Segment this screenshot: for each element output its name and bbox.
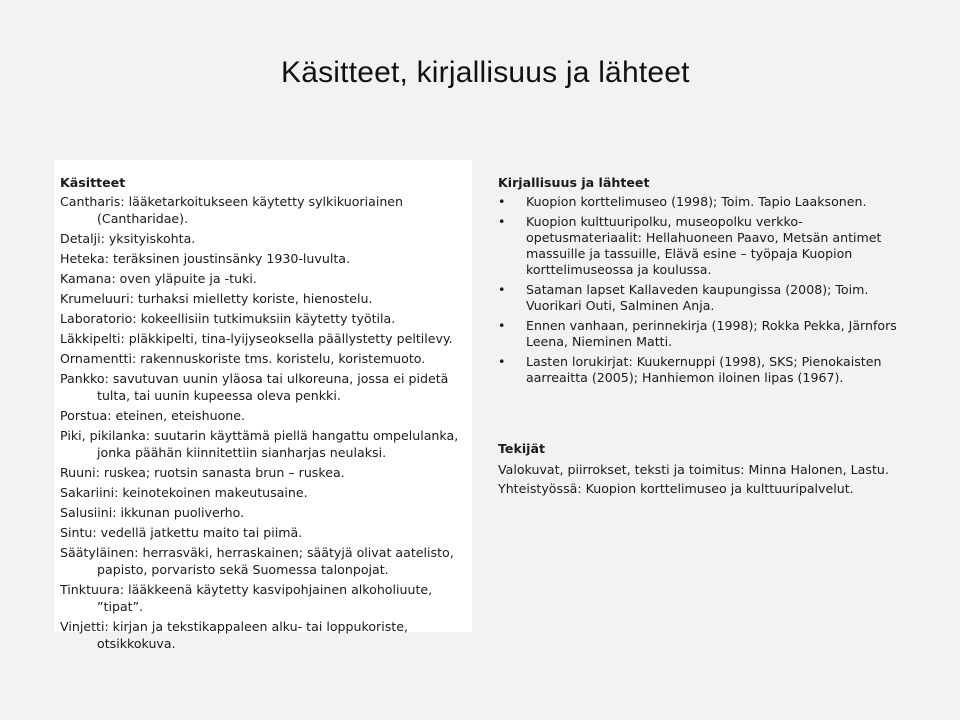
concept-item: Sintu: vedellä jatkettu maito tai piimä. bbox=[60, 525, 303, 540]
concept-item: Sakariini: keinotekoinen makeutusaine. bbox=[60, 485, 308, 500]
concept-item: Vinjetti: kirjan ja tekstikappaleen alku- tai loppukoriste, otsikkokuva. bbox=[60, 619, 408, 651]
literature-list bbox=[498, 194, 908, 386]
concept-item: Krumeluuri: turhaksi mielletty koriste, hienostelu. bbox=[60, 291, 373, 306]
concept-item: Säätyläinen: herrasväki, herraskainen; säätyjä olivat aatelisto, papisto, porvaristo sekä Suomessa talonpojat. bbox=[60, 545, 454, 577]
authors-line: Yhteistyössä: Kuopion korttelimuseo ja kulttuuripalvelut. bbox=[498, 481, 854, 496]
literature-item-text: Kuopion korttelimuseo (1998); Toim. Tapio Laaksonen. bbox=[526, 194, 867, 209]
literature-item-text: Lasten lorukirjat: Kuukernuppi (1998), SKS; Pienokaisten aarreaitta (2005); Hanhiemon iloinen lipas (1967). bbox=[526, 354, 882, 385]
bullet-icon: • bbox=[498, 282, 506, 297]
concept-item: Ornamentti: rakennuskoriste tms. koristelu, koristemuoto. bbox=[60, 351, 426, 366]
literature-item bbox=[498, 354, 908, 386]
literature-heading: Kirjallisuus ja lähteet bbox=[498, 175, 650, 190]
concepts-heading: Käsitteet bbox=[60, 175, 126, 190]
concept-item: Pankko: savutuvan uunin yläosa tai ulkoreuna, jossa ei pidetä tulta, tai uunin kupeessa oleva penkki. bbox=[60, 371, 449, 403]
bullet-icon: • bbox=[498, 194, 506, 209]
authors-section bbox=[498, 439, 908, 498]
concept-item: Tinktuura: lääkkeenä käytetty kasvipohjainen alkoholiuute, ”tipat”. bbox=[60, 582, 433, 614]
concept-item: Salusiini: ikkunan puoliverho. bbox=[60, 505, 245, 520]
bullet-icon: • bbox=[498, 354, 506, 369]
literature-item-text: Sataman lapset Kallaveden kaupungissa (2008); Toim. Vuorikari Outi, Salminen Anja. bbox=[526, 282, 869, 313]
concept-item: Kamana: oven yläpuite ja -tuki. bbox=[60, 271, 257, 286]
literature-item bbox=[498, 194, 908, 210]
literature-item bbox=[498, 318, 908, 350]
bullet-icon: • bbox=[498, 214, 506, 229]
literature-section bbox=[498, 173, 908, 390]
literature-item-text: Ennen vanhaan, perinnekirja (1998); Rokka Pekka, Järnfors Leena, Nieminen Matti. bbox=[526, 318, 897, 349]
concept-item: Ruuni: ruskea; ruotsin sanasta brun – ruskea. bbox=[60, 465, 345, 480]
concept-item: Detalji: yksityiskohta. bbox=[60, 231, 196, 246]
literature-item bbox=[498, 282, 908, 314]
concept-item: Porstua: eteinen, eteishuone. bbox=[60, 408, 246, 423]
literature-item bbox=[498, 214, 908, 278]
bullet-icon: • bbox=[498, 318, 506, 333]
concept-item: Läkkipelti: pläkkipelti, tina-lyijyseoksella päällystetty peltilevy. bbox=[60, 331, 453, 346]
concept-item: Cantharis: lääketarkoitukseen käytetty sylkikuoriainen (Cantharidae). bbox=[60, 194, 404, 226]
authors-line: Valokuvat, piirrokset, teksti ja toimitus: Minna Halonen, Lastu. bbox=[498, 462, 889, 477]
literature-item-text: Kuopion kulttuuripolku, museopolku verkko-opetusmateriaalit: Hellahuoneen Paavo, Metsän antimet massuille ja tassuille, Elävä esine – työpaja Kuopion korttelimuseossa ja koulussa. bbox=[526, 214, 882, 277]
concept-item: Piki, pikilanka: suutarin käyttämä piellä hangattu ompelulanka, jonka päähän kiinnitettiin sianharjas neulaksi. bbox=[60, 428, 459, 460]
authors-heading: Tekijät bbox=[498, 441, 545, 456]
concepts-list bbox=[60, 173, 468, 655]
page-title: Käsitteet, kirjallisuus ja lähteet bbox=[281, 56, 690, 89]
concept-item: Laboratorio: kokeellisiin tutkimuksiin käytetty työtila. bbox=[60, 311, 396, 326]
concept-item: Heteka: teräksinen joustinsänky 1930-luvulta. bbox=[60, 251, 350, 266]
concepts-panel bbox=[54, 160, 472, 651]
